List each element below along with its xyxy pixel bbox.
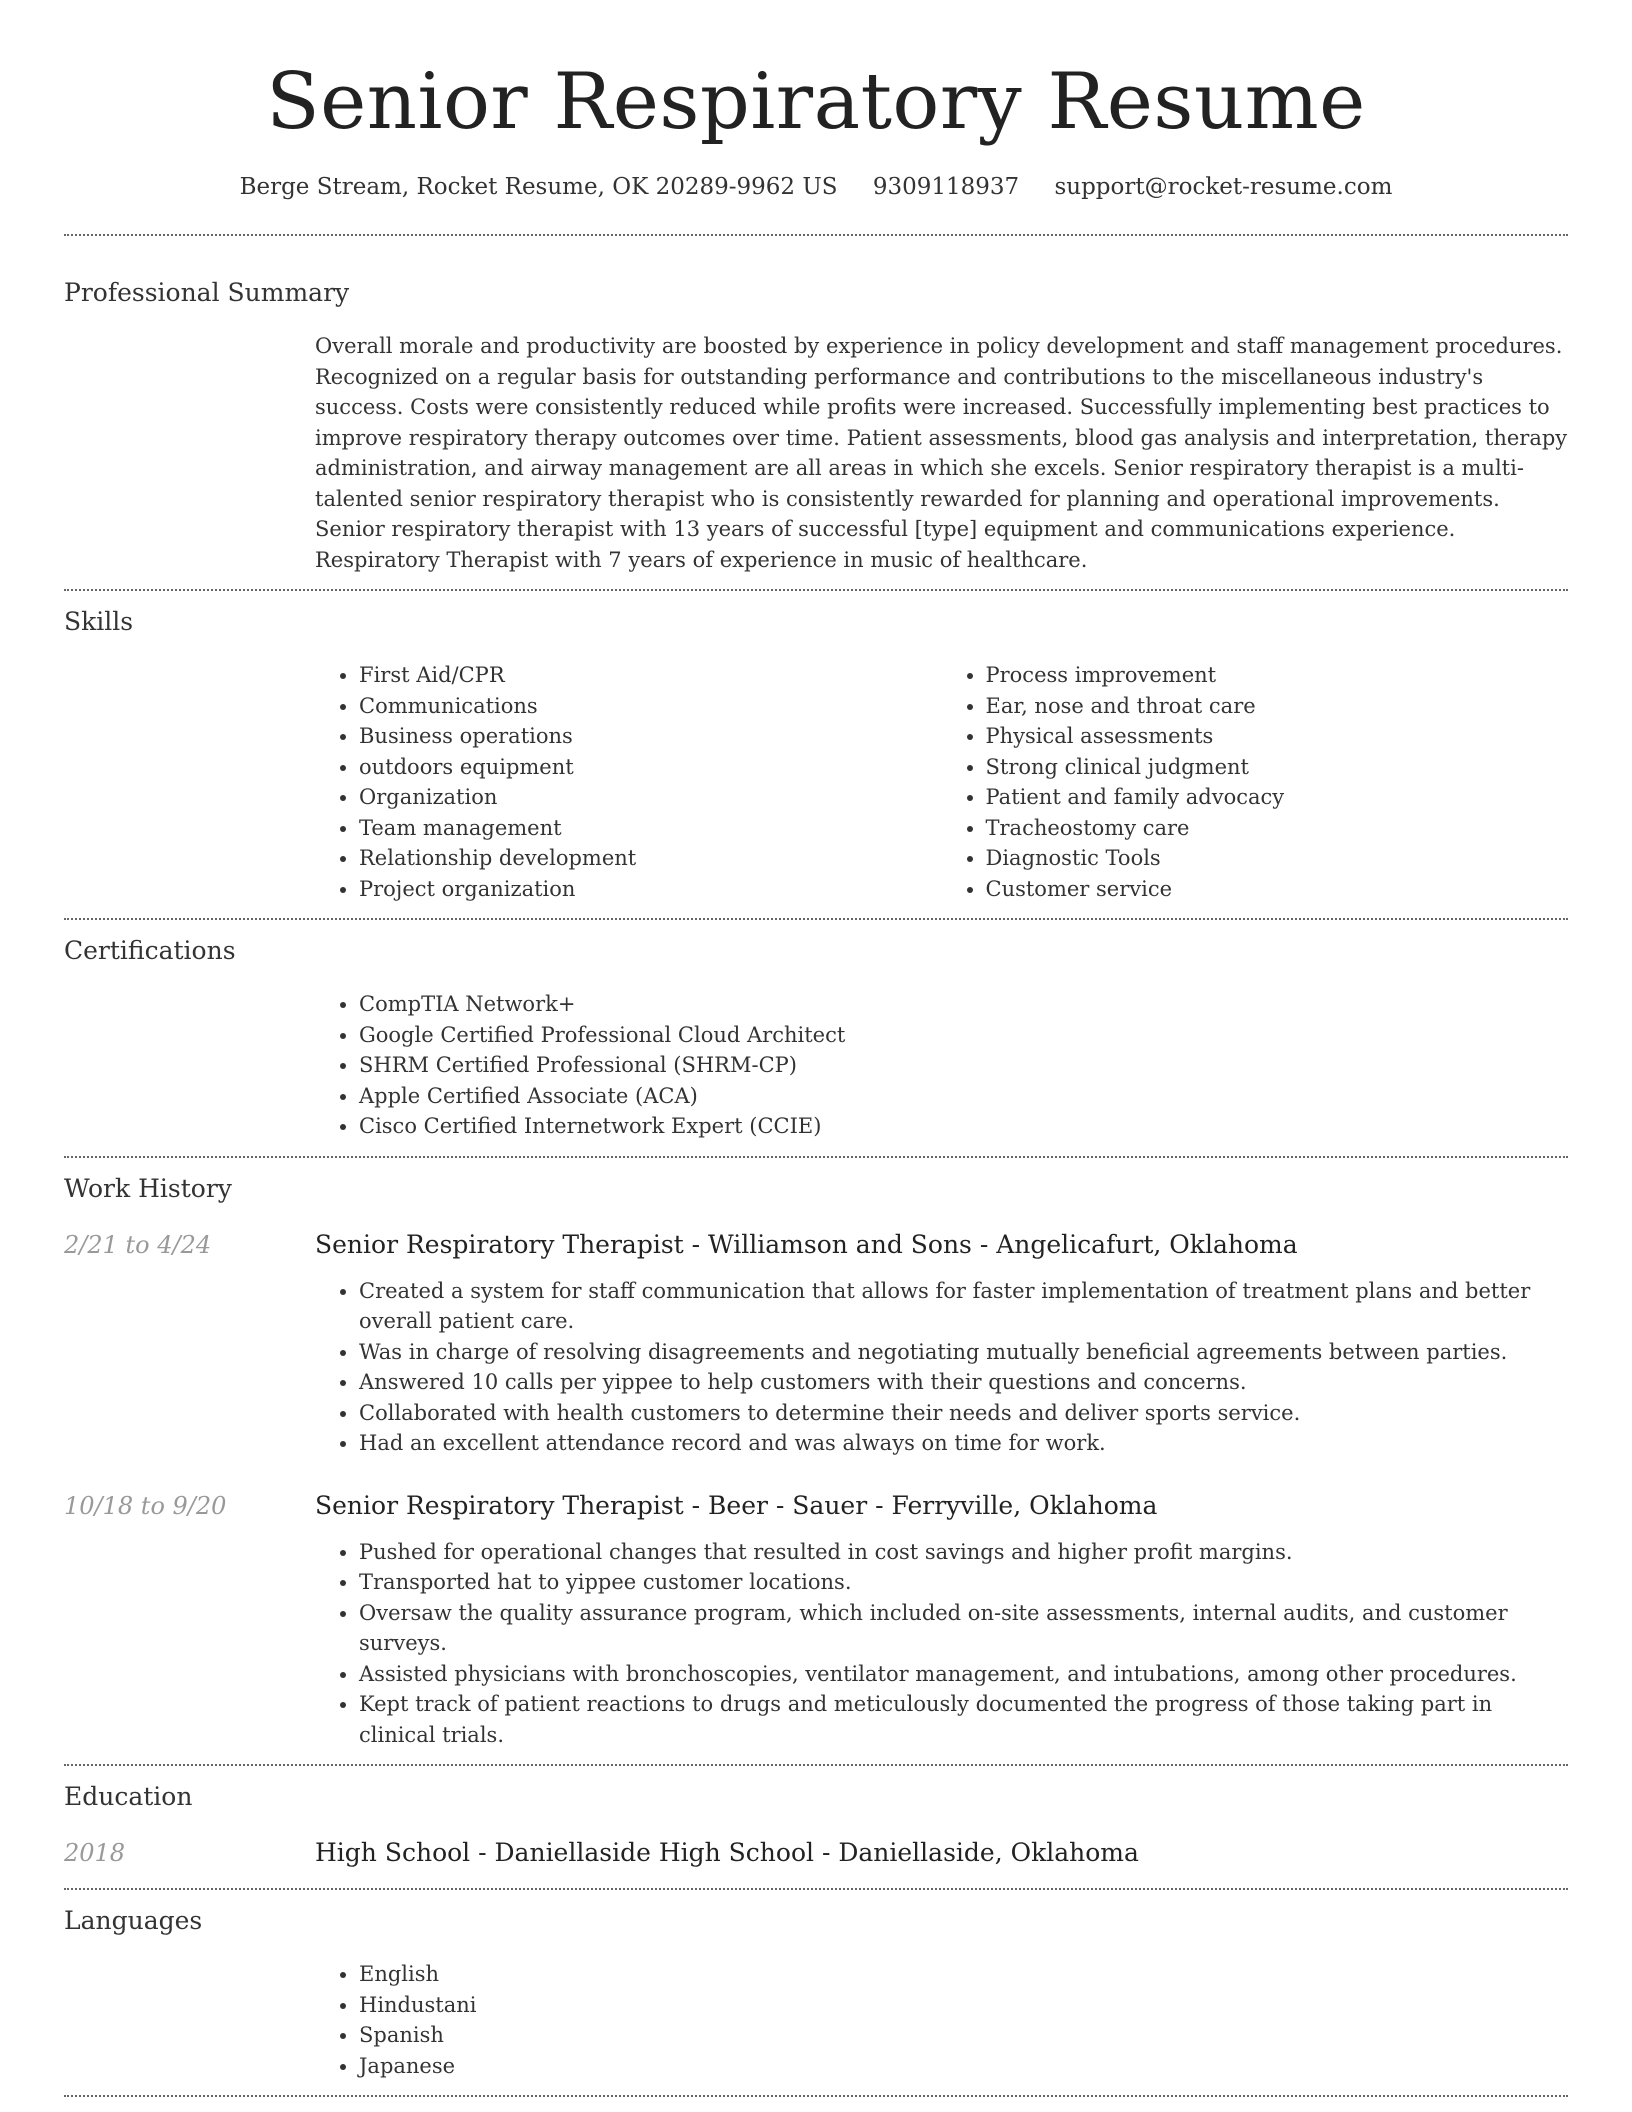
job-heading: Senior Respiratory Therapist - Williamson and Sons - Angelicafurt, Oklahoma (315, 1229, 1298, 1259)
contact-phone: 9309118937 (872, 174, 1020, 200)
certifications-section (64, 934, 1568, 1142)
language-item: • Hindustani (359, 1990, 1568, 2021)
job-dates: 2/21 to 4/24 (64, 1230, 212, 1259)
skill-item: • Team management (359, 813, 942, 844)
job-body (315, 1228, 1568, 1459)
job-bullet: • Pushed for operational changes that resulted in cost savings and higher profit margins. (359, 1537, 1568, 1568)
skills-section (64, 605, 1568, 904)
job-bullet: • Had an excellent attendance record and was always on time for work. (359, 1428, 1568, 1459)
certification-item: • Cisco Certified Internetwork Expert (CCIE) (359, 1111, 1568, 1142)
language-item: • English (359, 1959, 1568, 1990)
certifications-list (315, 989, 1568, 1142)
job-entry (64, 1228, 1568, 1459)
skills-heading: Skills (64, 607, 134, 636)
language-item: • Spanish (359, 2020, 1568, 2051)
languages-heading: Languages (64, 1906, 203, 1935)
languages-section (64, 1904, 1568, 2081)
divider (64, 2095, 1568, 2097)
languages-block (315, 1959, 1568, 2081)
certification-item: • CompTIA Network+ (359, 989, 1568, 1020)
divider (64, 1764, 1568, 1766)
skill-item: • Customer service (986, 874, 1569, 905)
job-bullets (315, 1276, 1568, 1459)
job-bullet: • Collaborated with health customers to determine their needs and deliver sports service. (359, 1398, 1568, 1429)
job-bullet: • Transported hat to yippee customer locations. (359, 1567, 1568, 1598)
divider (64, 234, 1568, 236)
job-dates: 10/18 to 9/20 (64, 1491, 227, 1520)
language-item: • Japanese (359, 2051, 1568, 2082)
skill-item: • Ear, nose and throat care (986, 691, 1569, 722)
skill-item: • Relationship development (359, 843, 942, 874)
skill-item: • Business operations (359, 721, 942, 752)
skill-item: • Diagnostic Tools (986, 843, 1569, 874)
skill-item: • Organization (359, 782, 942, 813)
skill-item: • Process improvement (986, 660, 1569, 691)
education-section (64, 1780, 1568, 1870)
contact-line (64, 174, 1568, 200)
work-history-heading: Work History (64, 1173, 232, 1203)
certification-item: • Apple Certified Associate (ACA) (359, 1081, 1568, 1112)
divider (64, 918, 1568, 920)
job-bullet: • Answered 10 calls per yippee to help customers with their questions and concerns. (359, 1367, 1568, 1398)
education-heading-line: High School - Daniellaside High School - Daniellaside, Oklahoma (315, 1838, 1139, 1867)
certification-item: • Google Certified Professional Cloud Architect (359, 1020, 1568, 1051)
skill-item: • Communications (359, 691, 942, 722)
contact-email[interactable]: support@rocket-resume.com (1054, 174, 1393, 200)
divider (64, 1156, 1568, 1158)
skill-item: • Patient and family advocacy (986, 782, 1569, 813)
skill-item: • Strong clinical judgment (986, 752, 1569, 783)
summary-text: Overall morale and productivity are boosted by experience in policy development and staff management procedures. Recognized on a regular basis for outstanding performance and contributions to the miscellaneous industry's success. Costs were consistently reduced while profits were increased. Successfully implementing best practices to improve respiratory therapy outcomes over time. Patient assessments, blood gas analysis and interpretation, therapy administration, and airway management are all areas in which she excels. Senior respiratory therapist is a multi-talented senior respiratory therapist who is consistently rewarded for planning and operational improvements. Senior respiratory therapist with 13 years of successful [type] equipment and communications experience. Respiratory Therapist with 7 years of experience in music of healthcare. (315, 334, 1568, 572)
job-bullet: • Created a system for staff communication that allows for faster implementation of treatment plans and better overall patient care. (359, 1276, 1568, 1337)
job-heading: Senior Respiratory Therapist - Beer - Sauer - Ferryville, Oklahoma (315, 1490, 1158, 1520)
education-entry (64, 1836, 1568, 1870)
certifications-heading: Certifications (64, 936, 236, 965)
contact-address: Berge Stream, Rocket Resume, OK 20289-9962 US (239, 174, 838, 200)
languages-list (315, 1959, 1568, 2081)
skill-item: • Physical assessments (986, 721, 1569, 752)
job-bullets (315, 1537, 1568, 1751)
education-heading: Education (64, 1782, 193, 1811)
skill-item: • Tracheostomy care (986, 813, 1569, 844)
job-bullet: • Kept track of patient reactions to drugs and meticulously documented the progress of those taking part in clinical trials. (359, 1689, 1568, 1750)
job-bullet: • Assisted physicians with bronchoscopies, ventilator management, and intubations, among other procedures. (359, 1659, 1568, 1690)
skill-item: • outdoors equipment (359, 752, 942, 783)
skill-item: • Project organization (359, 874, 942, 905)
skill-item: • First Aid/CPR (359, 660, 942, 691)
divider (64, 589, 1568, 591)
education-year: 2018 (64, 1839, 126, 1867)
summary-section (64, 276, 1568, 575)
job-bullet: • Oversaw the quality assurance program, which included on-site assessments, internal audits, and customer surveys. (359, 1598, 1568, 1659)
work-history-section (64, 1172, 1568, 1765)
resume-title: Senior Respiratory Resume (266, 57, 1366, 147)
education-body (315, 1836, 1568, 1870)
certification-item: • SHRM Certified Professional (SHRM-CP) (359, 1050, 1568, 1081)
certifications-block (315, 989, 1568, 1142)
skills-list-right (942, 660, 1569, 904)
summary-heading: Professional Summary (64, 278, 350, 307)
skills-list-left (315, 660, 942, 904)
job-body (315, 1489, 1568, 1765)
skills-columns (315, 660, 1568, 904)
job-entry (64, 1489, 1568, 1765)
job-bullet: • Was in charge of resolving disagreements and negotiating mutually beneficial agreements between parties. (359, 1337, 1568, 1368)
divider (64, 1888, 1568, 1890)
